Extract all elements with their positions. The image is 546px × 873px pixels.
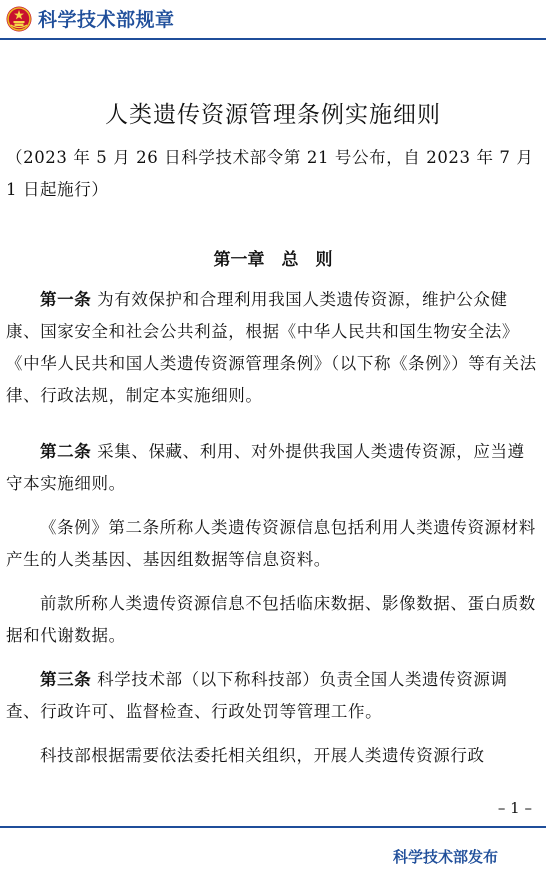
body-paragraph <box>6 588 540 652</box>
national-emblem-icon <box>6 6 32 32</box>
issuance-note-text: （2023 年 5 月 26 日科学技术部令第 21 号公布，自 2023 年 7 月 1 日起施行） <box>6 148 534 199</box>
body-paragraph <box>6 740 540 772</box>
article-number: 第一条 <box>40 290 92 309</box>
paragraph-text: 《条例》第二条所称人类遗传资源信息包括利用人类遗传资源材料产生的人类基因、基因组数据等信息资料。 <box>6 518 536 569</box>
document-title: 人类遗传资源管理条例实施细则 <box>105 102 441 128</box>
paragraph-text: 前款所称人类遗传资源信息不包括临床数据、影像数据、蛋白质数据和代谢数据。 <box>6 594 536 645</box>
article-text: 采集、保藏、利用、对外提供我国人类遗传资源，应当遵守本实施细则。 <box>6 442 525 493</box>
article-paragraph <box>6 664 540 728</box>
body-paragraph <box>6 512 540 576</box>
article-text: 为有效保护和合理利用我国人类遗传资源，维护公众健康、国家安全和社会公共利益，根据《中华人民共和国生物安全法》《中华人民共和国人类遗传资源管理条例》（以下称《条例》）等有关法律、行政法规，制定本实施细则。 <box>6 290 537 405</box>
header-title: 科学技术部规章 <box>38 9 175 31</box>
chapter-heading: 第一章 总 则 <box>213 250 333 270</box>
page-header <box>0 0 546 44</box>
footer-divider <box>0 826 546 828</box>
paragraph-text: 科技部根据需要依法委托相关组织，开展人类遗传资源行政 <box>40 746 485 765</box>
page-number: – 1 – <box>497 799 532 817</box>
header-divider <box>0 38 546 40</box>
footer-publisher: 科学技术部发布 <box>392 848 498 866</box>
article-paragraph <box>6 284 540 412</box>
article-text: 科学技术部（以下称科技部）负责全国人类遗传资源调查、行政许可、监督检查、行政处罚等管理工作。 <box>6 670 508 721</box>
article-number: 第三条 <box>40 670 92 689</box>
article-paragraph <box>6 436 540 500</box>
issuance-note <box>6 142 540 206</box>
article-number: 第二条 <box>40 442 92 461</box>
